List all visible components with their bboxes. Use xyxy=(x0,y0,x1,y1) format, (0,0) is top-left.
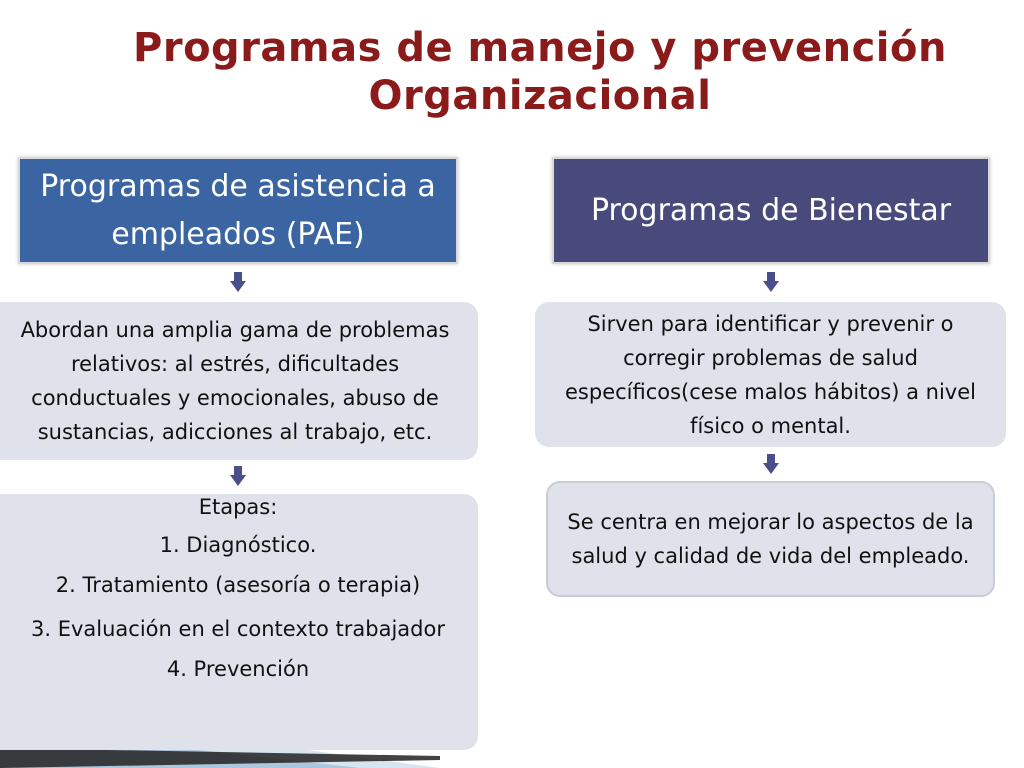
wellness-header-text: Programas de Bienestar xyxy=(590,192,952,228)
slide-title-line-2: Organizacional xyxy=(368,73,712,119)
step-item: 2. Tratamiento (asesoría o terapia) xyxy=(55,573,421,597)
step-item: 3. Evaluación en el contexto trabajador xyxy=(31,617,445,641)
wellness-focus-box xyxy=(546,481,995,597)
pae-description-box xyxy=(0,302,478,460)
down-arrow-icon xyxy=(763,272,779,292)
down-arrow-icon xyxy=(230,272,246,292)
pae-header-text: Programas de asistencia a empleados (PAE) xyxy=(40,168,436,252)
wellness-focus-text: Se centra en mejorar lo aspectos de la salud y calidad de vida del empleado. xyxy=(567,510,974,568)
pae-header-box xyxy=(18,157,458,264)
pae-description-text: Abordan una amplia gama de problemas relativos: al estrés, dificultades conductuales y emocionales, abuso de sustancias, adicciones al trabajo, etc. xyxy=(20,318,450,444)
pae-steps-box xyxy=(0,494,478,750)
step-item: 4. Prevención xyxy=(166,657,310,681)
wellness-description-text: Sirven para identificar y prevenir o corregir problemas de salud específicos(cese malos hábitos) a nivel físico o mental. xyxy=(565,311,976,438)
down-arrow-icon xyxy=(763,454,779,474)
slide-title xyxy=(40,24,1024,120)
steps-title: Etapas: xyxy=(198,495,278,519)
slide-title-line-1: Programas de manejo y prevención xyxy=(133,25,947,71)
wellness-description-box xyxy=(535,302,1006,447)
wellness-header-box xyxy=(552,157,990,264)
down-arrow-icon xyxy=(230,466,246,486)
step-item: 1. Diagnóstico. xyxy=(159,533,317,557)
